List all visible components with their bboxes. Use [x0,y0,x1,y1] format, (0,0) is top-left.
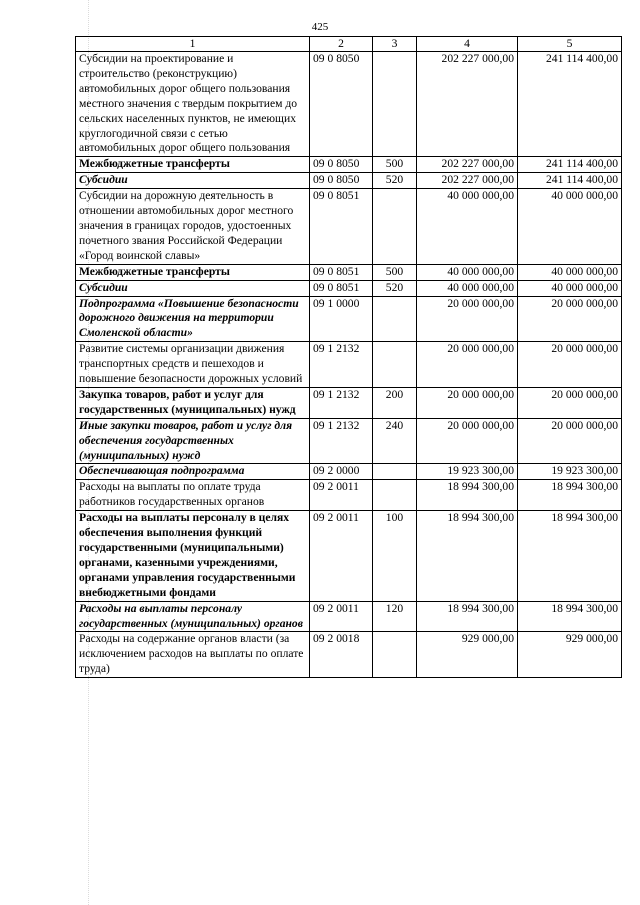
expense-type-cell [373,480,417,511]
amount-year2-cell: 241 114 400,00 [518,52,622,157]
amount-year1-cell: 20 000 000,00 [417,418,518,464]
name-cell: Субсидии [76,280,310,296]
amount-year2-cell: 18 994 300,00 [518,511,622,601]
amount-year2-cell: 40 000 000,00 [518,189,622,265]
amount-year2-cell: 241 114 400,00 [518,157,622,173]
amount-year2-cell: 19 923 300,00 [518,464,622,480]
header-cell: 5 [518,37,622,52]
name-cell: Расходы на содержание органов власти (за исключением расходов на выплаты по оплате труда) [76,632,310,678]
code-cell: 09 0 8050 [310,157,373,173]
amount-year2-cell: 241 114 400,00 [518,173,622,189]
expense-type-cell: 200 [373,387,417,418]
name-cell: Подпрограмма «Повышение безопасности дорожного движения на территории Смоленской области» [76,296,310,342]
name-cell: Обеспечивающая подпрограмма [76,464,310,480]
amount-year1-cell: 929 000,00 [417,632,518,678]
table-row [76,511,622,601]
name-cell: Субсидии на дорожную деятельность в отношении автомобильных дорог местного значения в границах городов, удостоенных почетного звания Российской Федерации «Город воинской славы» [76,189,310,265]
code-cell: 09 2 0011 [310,601,373,632]
expense-type-cell [373,464,417,480]
code-cell: 09 0 8050 [310,173,373,189]
table-row [76,480,622,511]
expense-type-cell: 520 [373,280,417,296]
page-number: 425 [311,21,329,33]
amount-year1-cell: 202 227 000,00 [417,52,518,157]
amount-year1-cell: 18 994 300,00 [417,511,518,601]
table-row [76,264,622,280]
table-row [76,296,622,342]
expense-type-cell [373,296,417,342]
expense-type-cell: 520 [373,173,417,189]
expense-type-cell [373,52,417,157]
code-cell: 09 1 2132 [310,418,373,464]
amount-year1-cell: 202 227 000,00 [417,157,518,173]
name-cell: Иные закупки товаров, работ и услуг для обеспечения государственных (муниципальных) нужд [76,418,310,464]
table-row [76,418,622,464]
name-cell: Расходы на выплаты персоналу государственных (муниципальных) органов [76,601,310,632]
table-row [76,173,622,189]
table-row [76,157,622,173]
header-cell: 4 [417,37,518,52]
name-cell: Развитие системы организации движения транспортных средств и пешеходов и повышение безопасности дорожных условий [76,342,310,388]
name-cell: Межбюджетные трансферты [76,157,310,173]
code-cell: 09 0 8051 [310,280,373,296]
name-cell: Межбюджетные трансферты [76,264,310,280]
amount-year1-cell: 202 227 000,00 [417,173,518,189]
amount-year2-cell: 20 000 000,00 [518,418,622,464]
table-row [76,601,622,632]
amount-year1-cell: 19 923 300,00 [417,464,518,480]
amount-year2-cell: 18 994 300,00 [518,601,622,632]
budget-table [75,36,622,678]
expense-type-cell [373,342,417,388]
amount-year1-cell: 20 000 000,00 [417,342,518,388]
name-cell: Расходы на выплаты персоналу в целях обеспечения выполнения функций государственными (муниципальными) органами, казенными учреждениями, органами управления государственными внебюджетными фондами [76,511,310,601]
amount-year1-cell: 40 000 000,00 [417,280,518,296]
code-cell: 09 2 0011 [310,511,373,601]
expense-type-cell [373,189,417,265]
code-cell: 09 1 2132 [310,387,373,418]
code-cell: 09 0 8051 [310,189,373,265]
header-cell: 2 [310,37,373,52]
name-cell: Субсидии на проектирование и строительство (реконструкцию) автомобильных дорог общего пользования местного значения с твердым покрытием до сельских населенных пунктов, не имеющих круглогодичной связи с сетью автомобильных дорог общего пользования [76,52,310,157]
amount-year1-cell: 40 000 000,00 [417,189,518,265]
header-row [76,37,622,52]
code-cell: 09 0 8051 [310,264,373,280]
header-cell: 1 [76,37,310,52]
name-cell: Расходы на выплаты по оплате труда работников государственных органов [76,480,310,511]
code-cell: 09 0 8050 [310,52,373,157]
amount-year1-cell: 18 994 300,00 [417,480,518,511]
code-cell: 09 2 0000 [310,464,373,480]
expense-type-cell: 500 [373,157,417,173]
table-row [76,387,622,418]
table-row [76,280,622,296]
amount-year1-cell: 20 000 000,00 [417,387,518,418]
expense-type-cell: 120 [373,601,417,632]
name-cell: Закупка товаров, работ и услуг для государственных (муниципальных) нужд [76,387,310,418]
code-cell: 09 1 0000 [310,296,373,342]
amount-year2-cell: 40 000 000,00 [518,264,622,280]
amount-year1-cell: 18 994 300,00 [417,601,518,632]
table-row [76,342,622,388]
table-row [76,52,622,157]
amount-year2-cell: 20 000 000,00 [518,342,622,388]
amount-year1-cell: 40 000 000,00 [417,264,518,280]
amount-year2-cell: 20 000 000,00 [518,387,622,418]
amount-year2-cell: 18 994 300,00 [518,480,622,511]
table-row [76,632,622,678]
expense-type-cell: 100 [373,511,417,601]
expense-type-cell: 240 [373,418,417,464]
code-cell: 09 1 2132 [310,342,373,388]
amount-year2-cell: 929 000,00 [518,632,622,678]
code-cell: 09 2 0018 [310,632,373,678]
header-cell: 3 [373,37,417,52]
amount-year1-cell: 20 000 000,00 [417,296,518,342]
name-cell: Субсидии [76,173,310,189]
expense-type-cell: 500 [373,264,417,280]
table-row [76,464,622,480]
amount-year2-cell: 20 000 000,00 [518,296,622,342]
expense-type-cell [373,632,417,678]
amount-year2-cell: 40 000 000,00 [518,280,622,296]
code-cell: 09 2 0011 [310,480,373,511]
table-row [76,189,622,265]
